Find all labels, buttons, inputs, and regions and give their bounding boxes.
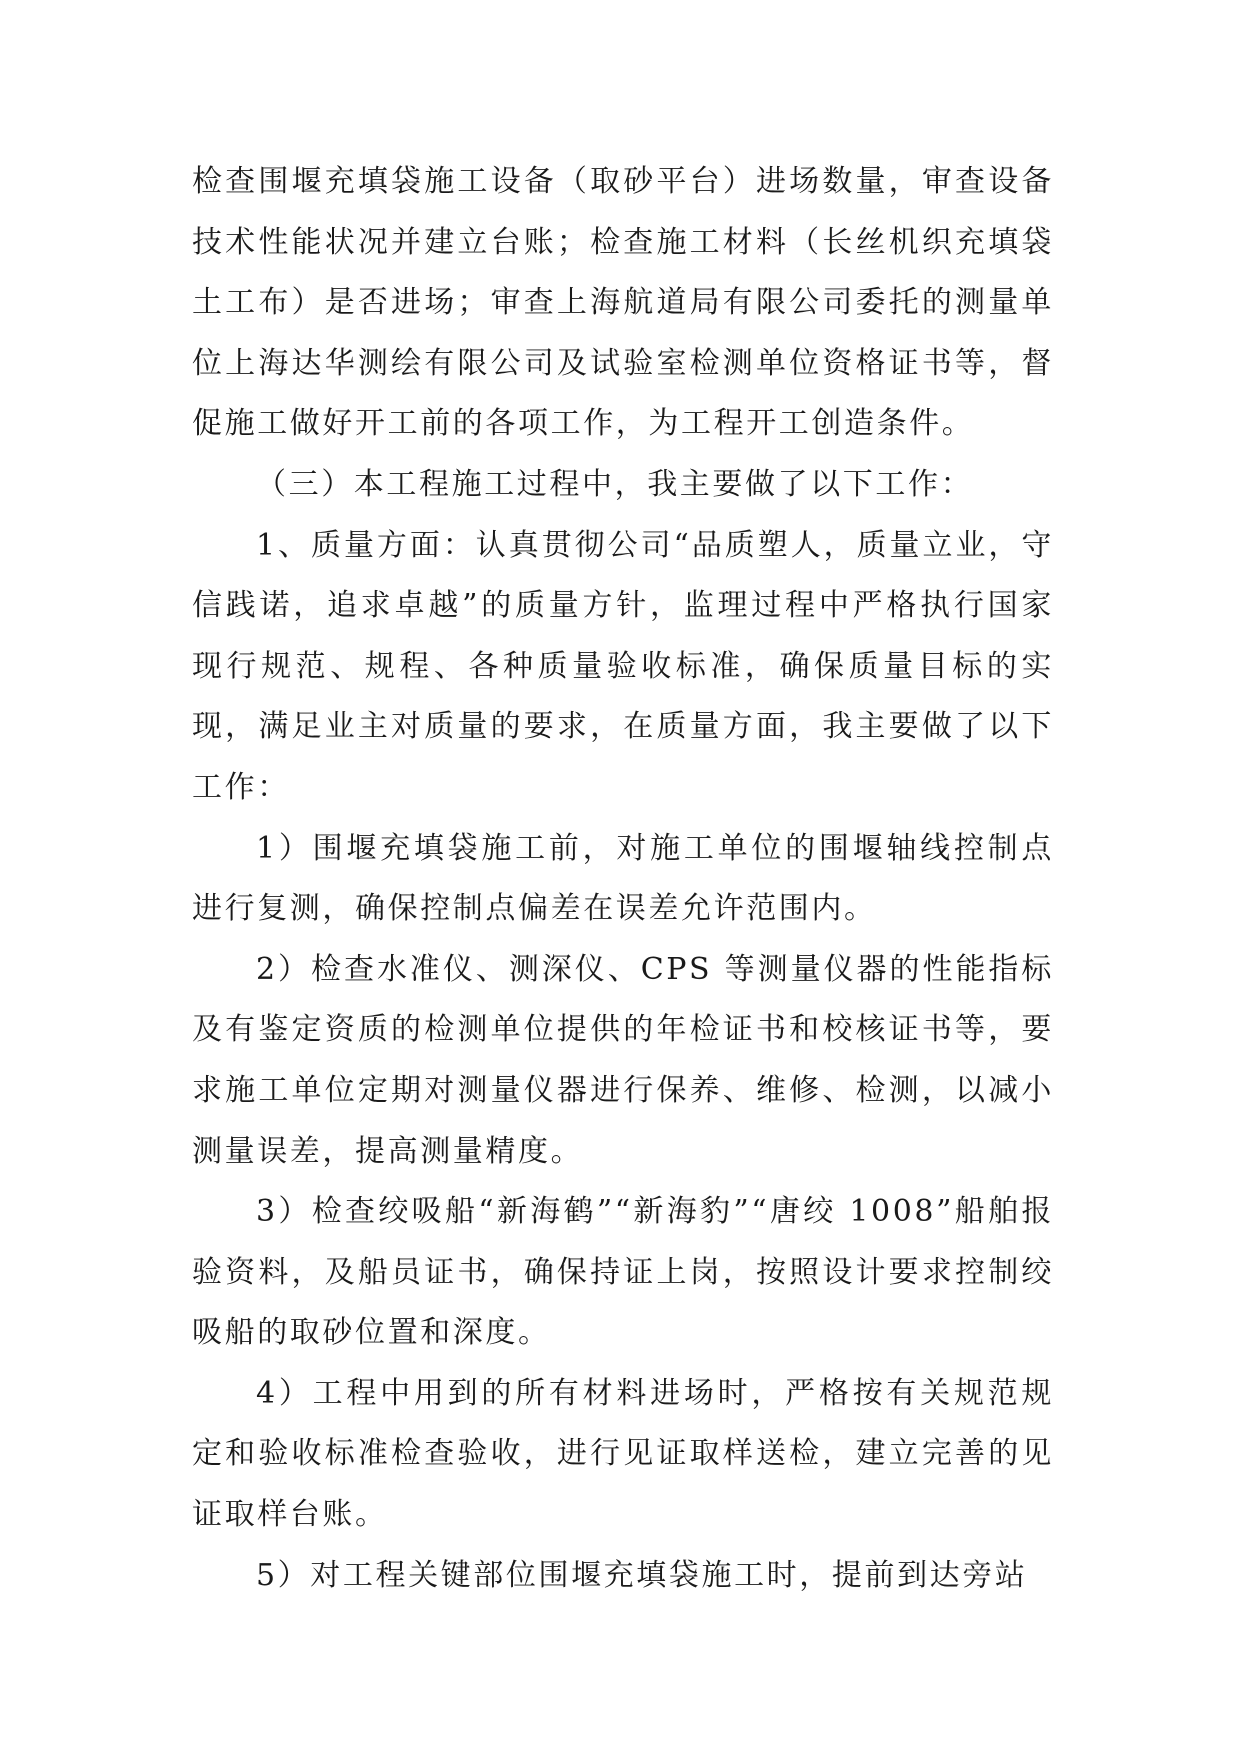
paragraph-equipment-check: 检查围堰充填袋施工设备（取砂平台）进场数量，审查设备技术性能状况并建立台账；检查施工材料（长丝机织充填袋土工布）是否进场；审查上海航道局有限公司委托的测量单位上海达华测绘有限公司及试验室检测单位资格证书等，督促施工做好开工前的各项工作，为工程开工创造条件。 xyxy=(192,164,1054,442)
list-item-4: 4）工程中用到的所有材料进场时，严格按有关规范规定和验收标准检查验收，进行见证取样送检，建立完善的见证取样台账。 xyxy=(192,1375,1054,1533)
section-heading-construction-work: （三）本工程施工过程中，我主要做了以下工作： xyxy=(256,466,974,502)
list-item-2: 2）检查水准仪、测深仪、CPS 等测量仪器的性能指标及有鉴定资质的检测单位提供的年检证书和校核证书等，要求施工单位定期对测量仪器进行保养、维修、检测，以减小测量误差，提高测量精度。 xyxy=(192,951,1054,1169)
body-text xyxy=(192,152,1054,1606)
paragraph-quality-aspect: 1、质量方面：认真贯彻公司“品质塑人，质量立业，守信践诺，追求卓越”的质量方针，监理过程中严格执行国家现行规范、规程、各种质量验收标准，确保质量目标的实现，满足业主对质量的要求，在质量方面，我主要做了以下工作： xyxy=(192,527,1054,805)
list-item-1: 1）围堰充填袋施工前，对施工单位的围堰轴线控制点进行复测，确保控制点偏差在误差允许范围内。 xyxy=(192,830,1054,927)
list-item-3: 3）检查绞吸船“新海鹤”“新海豹”“唐绞 1008”船舶报验资料，及船员证书，确保持证上岗，按照设计要求控制绞吸船的取砂位置和深度。 xyxy=(192,1194,1054,1351)
list-item-5: 5）对工程关键部位围堰充填袋施工时，提前到达旁站 xyxy=(256,1557,1028,1593)
